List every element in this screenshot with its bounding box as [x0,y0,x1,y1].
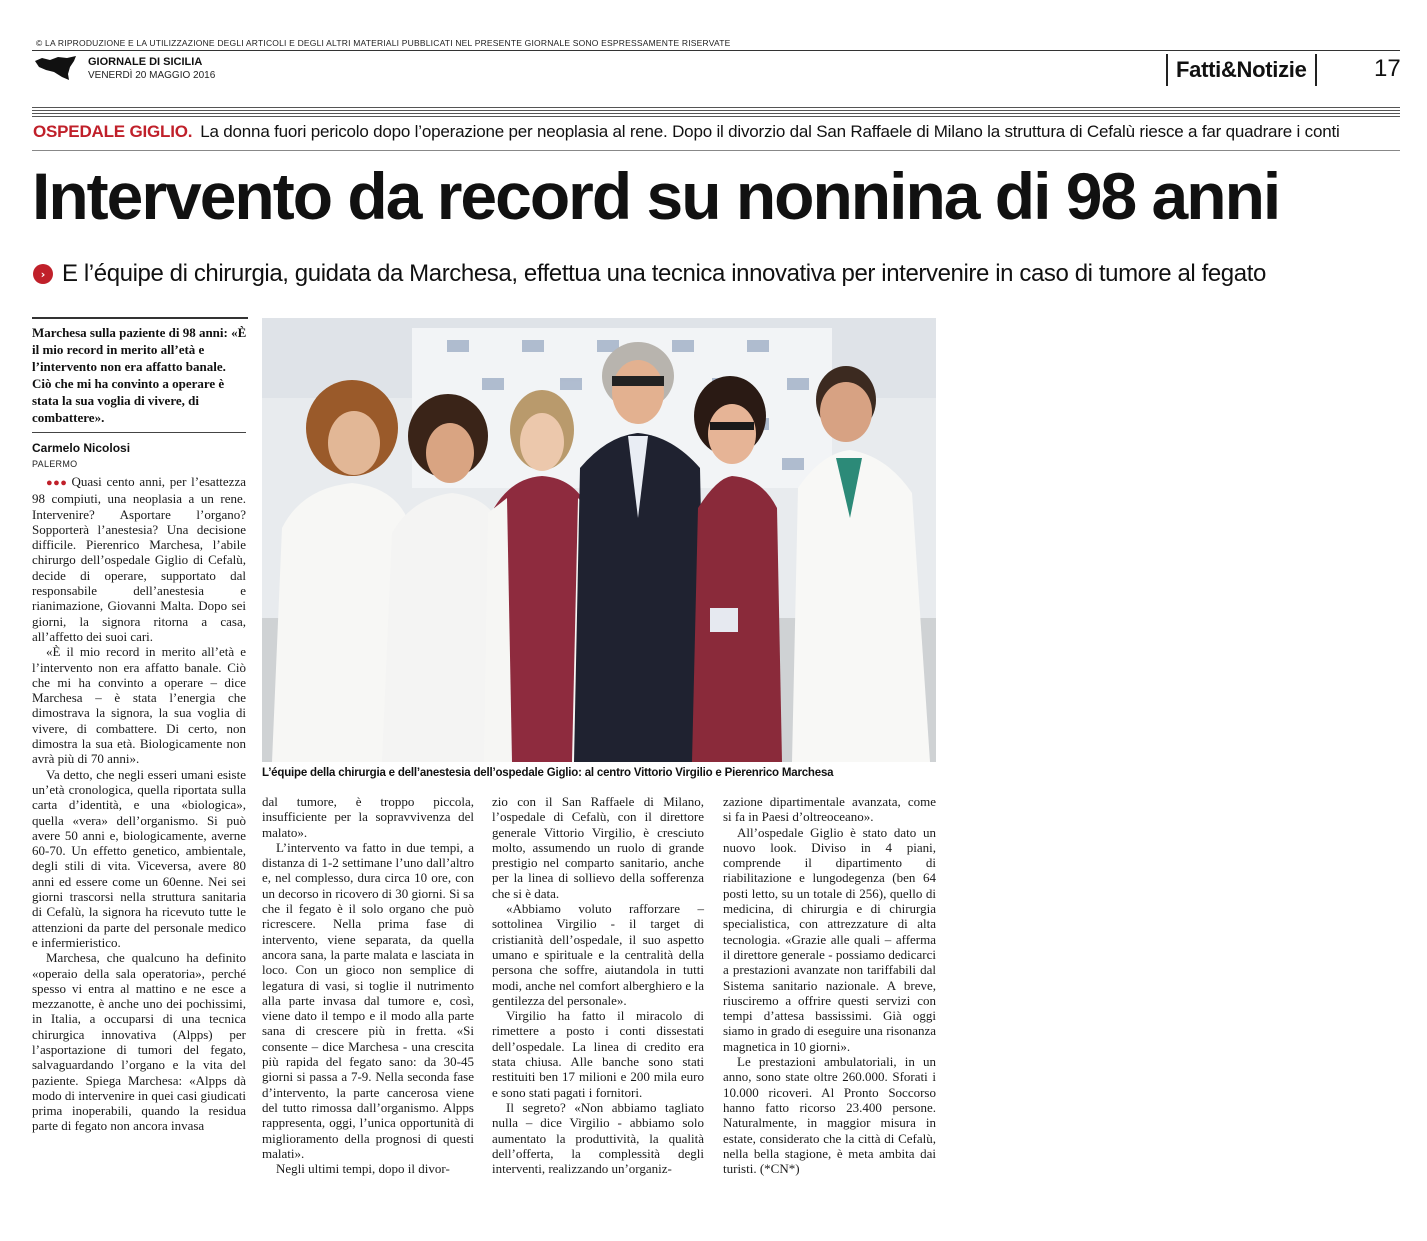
photo-caption: L’équipe della chirurgia e dell’anestesia dell’ospedale Giglio: al centro Vittorio Virgilio e Pierenrico Marchesa [262,767,834,779]
section-name: Fatti&Notizie [1176,57,1307,82]
article-column-2 [262,794,474,1176]
headline: Intervento da record su nonnina di 98 anni [32,159,1280,233]
subtitle [33,260,1266,288]
page-number: 17 [1374,55,1401,82]
sicily-logo-icon [34,55,78,81]
kicker-rule [32,150,1400,151]
paragraph: Negli ultimi tempi, dopo il divor- [276,1161,450,1177]
issue-date: VENERDÌ 20 MAGGIO 2016 [88,70,216,81]
paragraph: zio con il San Raffaele di Milano, l’ospedale di Cefalù, con il direttore generale Vittorio Virgilio, è cresciuto molto, assumendo un ruolo di grande prestigio nel comparto sanitario, anche per la linea di sollievo della sofferenza che si è data. [492,794,704,901]
lead-dots-icon: ●●● [46,477,68,489]
subtitle-text: E l’équipe di chirurgia, guidata da Marchesa, effettua una tecnica innovativa per intervenire in caso di tumore al fegato [62,260,1266,287]
summary-rule [32,432,246,433]
paragraph: «È il mio record in merito all’età e l’intervento non era affatto banale. Ciò che mi ha convinto a operare – dice Marchesa – è stata l’energia che dimostrava la signora, la sua voglia di vivere, di combattere. Di certo, non dimostra la sua età. Biologicamente non avrà più di 70 anni». [32,644,246,767]
section-label [1166,54,1317,86]
paragraph: dal tumore, è troppo piccola, insufficiente per la sopravvivenza del malato». [262,794,474,840]
paragraph: zazione dipartimentale avanzata, come si fa in Paesi d’oltreoceano». [723,794,936,825]
article-column-4 [723,794,936,1176]
summary-top-rule [32,317,248,319]
kicker [33,122,1403,142]
masthead-rule [32,50,1400,51]
team-photo [262,318,936,762]
paragraph: All’ospedale Giglio è stato dato un nuovo look. Diviso in 4 piani, comprende il dipartimento di riabilitazione e lungodegenza (ben 64 posti letto, su un totale di 256), quello di medicina, di chirurgia e di chirurgia specialistica, con attrezzature di alta tecnologia. «Grazie alle quali – afferma il direttore generale - possiamo dedicarci a prestazioni avanzate non tariffabili dal Sistema sanitario nazionale. A breve, riusciremo a offrire questi servizi con tempi d’attesa bassissimi. Già oggi siamo in grado di eseguire una risonanza magnetica in 10 giorni». [723,824,936,1054]
article-column-3 [492,794,704,1176]
kicker-text: La donna fuori pericolo dopo l’operazione per neoplasia al rene. Dopo il divorzio dal San Raffaele di Milano la struttura di Cefalù riesce a far quadrare i conti [200,122,1340,141]
paper-name: GIORNALE DI SICILIA [88,56,203,68]
paragraph: Il segreto? «Non abbiamo tagliato nulla – dice Virgilio - abbiamo solo aumentato la produttività, la qualità dell’offerta, la complessità degli interventi, realizzando un’organiz- [492,1099,704,1177]
kicker-label: OSPEDALE GIGLIO. [33,122,193,141]
paragraph: Marchesa, che qualcuno ha definito «operaio della sala operatoria», perché spesso vi entra al mattino e ne esce a mezzanotte, è anche uno dei pochissimi, in Italia, a occuparsi di una tecnica chirurgica innovativa (Alpps) per l’asportazione di tumori del fegato, salvaguardando l’organo e la vita del paziente. Spiega Marchesa: «Alpps dà modo di intervenire in quei casi giudicati prima inoperabili, quando la residua parte di fegato non ancora invasa [32,950,246,1134]
paragraph: «Abbiamo voluto rafforzare – sottolinea Virgilio - il target di cristianità dell’ospedale, il suo aspetto umano e spirituale e la centralità della persona che soffre, aiutandola in tutti modi, anche nel comfort alberghiero e la gentilezza del personale». [492,901,704,1008]
dateline-place: PALERMO [32,459,78,469]
paragraph: L’intervento va fatto in due tempi, a distanza di 1-2 settimane l’uno dall’altro e, nel complesso, dura circa 10 ore, con un decorso in ricovero di 30 giorni. Si sa che il fegato è il solo organo che può ricrescere. Nella prima fase di intervento, viene separata, da quella ancora sana, la parte malata e lasciata in loco. Con un gioco non semplice di legatura di vasi, si toglie il nutrimento alla parte invasa dal tumore e, così, viene dato il tempo e il modo alla parte sana di crescere più in fretta. «Si consente – dice Marchesa - una crescita più rapida del fegato sano: da 30-45 giorni si passa a 7-9. Nella seconda fase d’intervento, la parte cancerosa viene del tutto rimossa dall’organismo. Alpps rappresenta, oggi, l’unica opportunità di miglioramento della prognosi di questi malati». [262,839,474,1161]
chevron-right-icon: › [33,264,53,284]
author-byline: Carmelo Nicolosi [32,441,131,455]
paragraph: Va detto, che negli esseri umani esiste un’età cronologica, quella riportata sulla carta d’identità, e una «biologica», quella «vera» dell’organismo. Si può avere 50 anni e, biologicamente, averne 60-70. Un effetto genetico, ambientale, degli stili di vita. Viceversa, avere 80 anni ed essere come un 60enne. Nei sei giorni trascorsi nella struttura sanitaria di Cefalù, la signora ha ricevuto tutte le attenzioni da parte del personale medico e infermieristico. [32,766,246,950]
hatched-divider [32,107,1400,119]
team-photo-image [262,318,936,762]
article-column-1 [32,474,246,1134]
summary-quote: Marchesa sulla paziente di 98 anni: «È il mio record in merito all’età e l’intervento non era affatto banale. Ciò che mi ha convinto a operare è stata la sua voglia di vivere, di combattere». [32,325,247,425]
copyright-notice: © LA RIPRODUZIONE E LA UTILIZZAZIONE DEGLI ARTICOLI E DEGLI ALTRI MATERIALI PUBBLICATI NEL PRESENTE GIORNALE SONO ESPRESSAMENTE RISERVATE [36,38,731,48]
paragraph: Le prestazioni ambulatoriali, in un anno, sono state oltre 260.000. Sforati i 10.000 ricoveri. Al Pronto Soccorso hanno fatto ricorso 23.400 persone. Naturalmente, in maggior misura in estate, considerato che la città di Cefalù, nella bella stagione, è meta ambita dai turisti. (*CN*) [723,1054,936,1177]
paragraph: Virgilio ha fatto il miracolo di rimettere a posto i conti dissestati dell’ospedale. La linea di credito era stata chiusa. Alle banche sono stati restituiti ben 17 milioni e 200 mila euro e sono stati pagati i fornitori. [492,1008,704,1100]
paragraph: Quasi cento anni, per l’esattezza 98 compiuti, una neoplasia a un rene. Intervenire? Asportare l’organo? Sopporterà l’anestesia? Una decisione difficile. Pierenrico Marchesa, l’abile chirurgo dell’ospedale Giglio di Cefalù, decide di operare, supportato dal responsabile dell’anestesia e rianimazione, Giovanni Malta. Dopo sei giorni, la signora ritorna a casa, all’affetto dei suoi cari. [32,474,246,644]
